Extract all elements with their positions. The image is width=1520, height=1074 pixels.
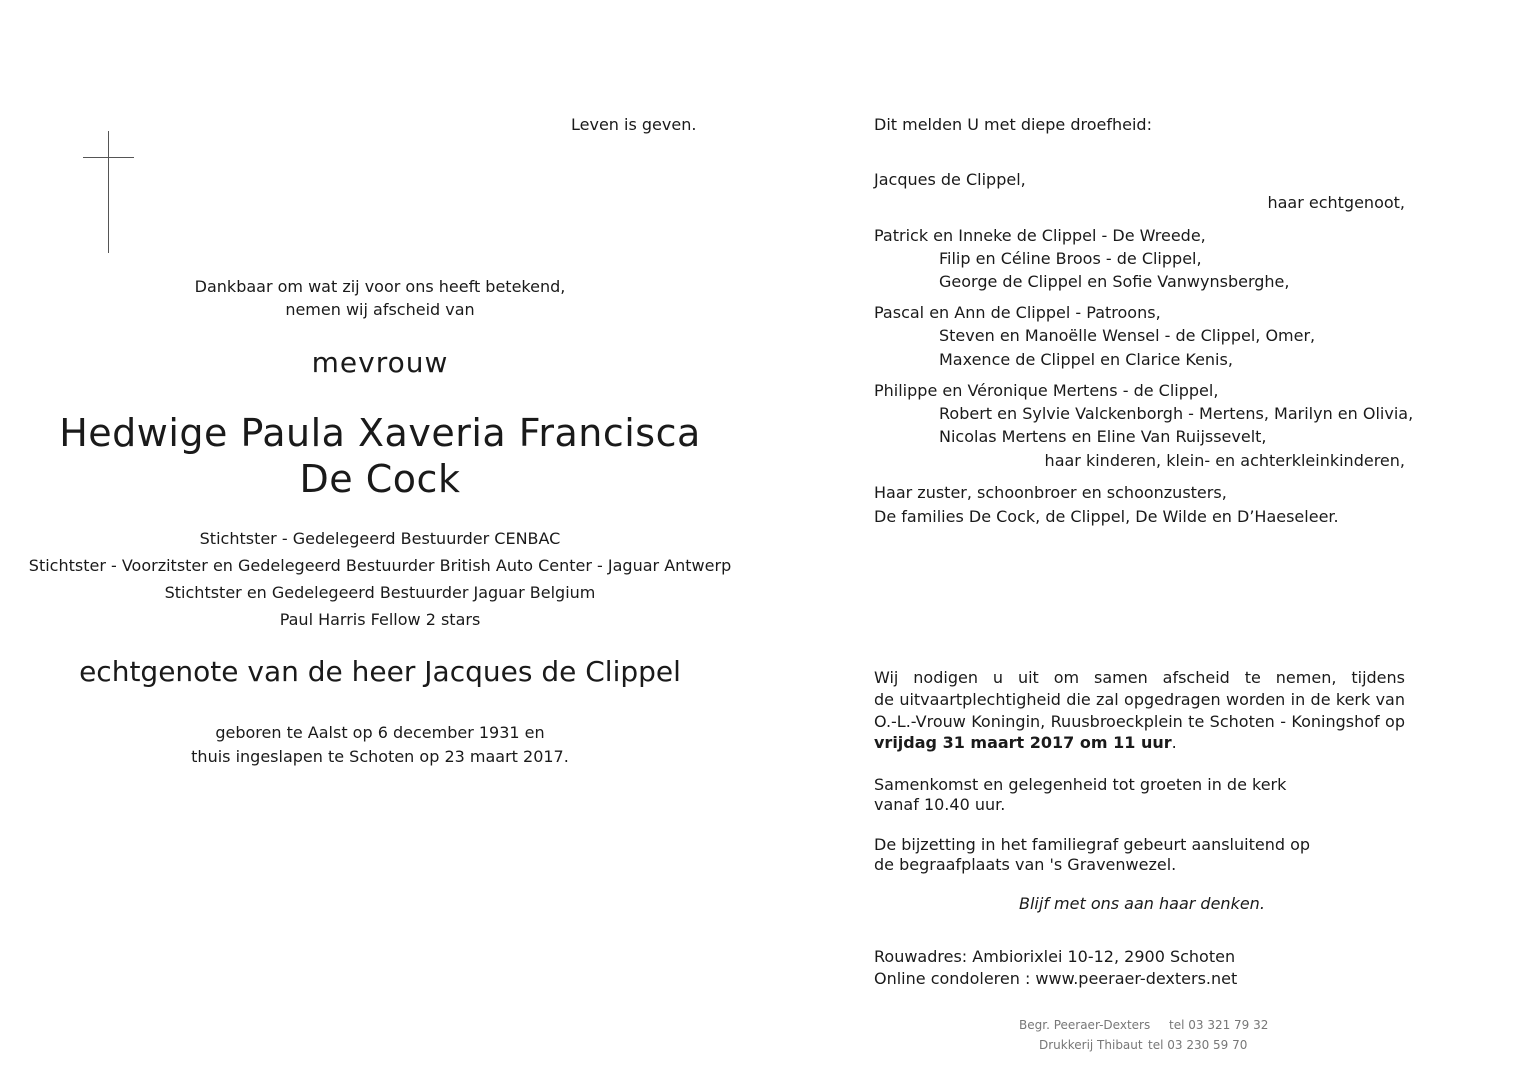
gathering (874, 775, 1286, 815)
family-line: Patrick en Inneke de Clippel - De Wreede, (874, 226, 1206, 245)
name-line-1: Hedwige Paula Xaveria Francisca (59, 411, 701, 455)
burial (874, 835, 1310, 875)
family-line: Maxence de Clippel en Clarice Kenis, (939, 350, 1233, 369)
intro (20, 275, 740, 321)
role-item: Stichtster en Gedelegeerd Bestuurder Jaguar Belgium (164, 583, 596, 602)
children-relation: haar kinderen, klein- en achterkleinkinderen, (1044, 451, 1405, 470)
family-line: George de Clippel en Sofie Vanwynsberghe, (939, 272, 1290, 291)
family-line: Robert en Sylvie Valckenborgh - Mertens, Marilyn en Olivia, (939, 404, 1414, 423)
salutation: mevrouw (311, 346, 449, 379)
burial-line-2: de begraafplaats van 's Gravenwezel. (874, 855, 1177, 874)
gathering-line-1: Samenkomst en gelegenheid tot groeten in de kerk (874, 775, 1287, 794)
cross-icon-bar (83, 157, 134, 158)
invite-line: de uitvaartplechtigheid die zal opgedragen worden in de kerk van (874, 690, 1405, 709)
life-dates (20, 721, 740, 769)
invite-line: O.-L.-Vrouw Koningin, Ruusbroeckplein te Schoten - Koningshof op (874, 712, 1405, 731)
family-line: Steven en Manoëlle Wensel - de Clippel, Omer, (939, 326, 1316, 345)
announcement: Dit melden U met diepe droefheid: (874, 115, 1152, 134)
undertaker-name: Begr. Peeraer-Dexters (1019, 1018, 1151, 1032)
invite-line: Wij nodigen u uit om samen afscheid te nemen, tijdens (874, 668, 1405, 687)
undertaker-phone: tel 03 321 79 32 (1169, 1018, 1269, 1032)
invite-date-line (874, 733, 1177, 752)
burial-line-1: De bijzetting in het familiegraf gebeurt aansluitend op (874, 835, 1311, 854)
died-line: thuis ingeslapen te Schoten op 23 maart 2017. (191, 747, 569, 766)
cross-icon (108, 131, 109, 253)
gathering-line-2: vanaf 10.40 uur. (874, 795, 1006, 814)
address-line: Rouwadres: Ambiorixlei 10-12, 2900 Schoten (874, 947, 1236, 966)
invite-date: vrijdag 31 maart 2017 om 11 uur (874, 733, 1172, 752)
motto: Leven is geven. (571, 115, 697, 134)
printer-name: Drukkerij Thibaut (1039, 1038, 1143, 1052)
role-item: Paul Harris Fellow 2 stars (279, 610, 481, 629)
name-line-2: De Cock (299, 457, 461, 501)
invite-end: . (1171, 733, 1177, 752)
role-item: Stichtster - Gedelegeerd Bestuurder CENBAC (199, 529, 561, 548)
contact (874, 946, 1237, 990)
online-condolence-line: Online condoleren : www.peeraer-dexters.net (874, 969, 1238, 988)
intro-line-1: Dankbaar om wat zij voor ons heeft betekend, (194, 277, 566, 296)
family-line: Filip en Céline Broos - de Clippel, (939, 249, 1202, 268)
husband-relation: haar echtgenoot, (1267, 193, 1405, 212)
husband-name: Jacques de Clippel, (874, 170, 1026, 189)
siblings-line: Haar zuster, schoonbroer en schoonzusters, (874, 483, 1227, 502)
intro-line-2: nemen wij afscheid van (285, 300, 475, 319)
role-item: Stichtster - Voorzitster en Gedelegeerd Bestuurder British Auto Center - Jaguar Antwerp (28, 556, 732, 575)
born-line: geboren te Aalst op 6 december 1931 en (215, 723, 545, 742)
closing-line: Blijf met ons aan haar denken. (1019, 894, 1265, 913)
roles-list (20, 525, 740, 633)
family-line: Philippe en Véronique Mertens - de Clippel, (874, 381, 1219, 400)
families-line: De families De Cock, de Clippel, De Wilde en D’Haeseleer. (874, 507, 1339, 526)
printer-phone: tel 03 230 59 70 (1148, 1038, 1248, 1052)
family-line: Nicolas Mertens en Eline Van Ruijssevelt, (939, 427, 1267, 446)
family-line: Pascal en Ann de Clippel - Patroons, (874, 303, 1161, 322)
spouse-line: echtgenote van de heer Jacques de Clippel (79, 655, 681, 688)
deceased-name (20, 410, 740, 502)
